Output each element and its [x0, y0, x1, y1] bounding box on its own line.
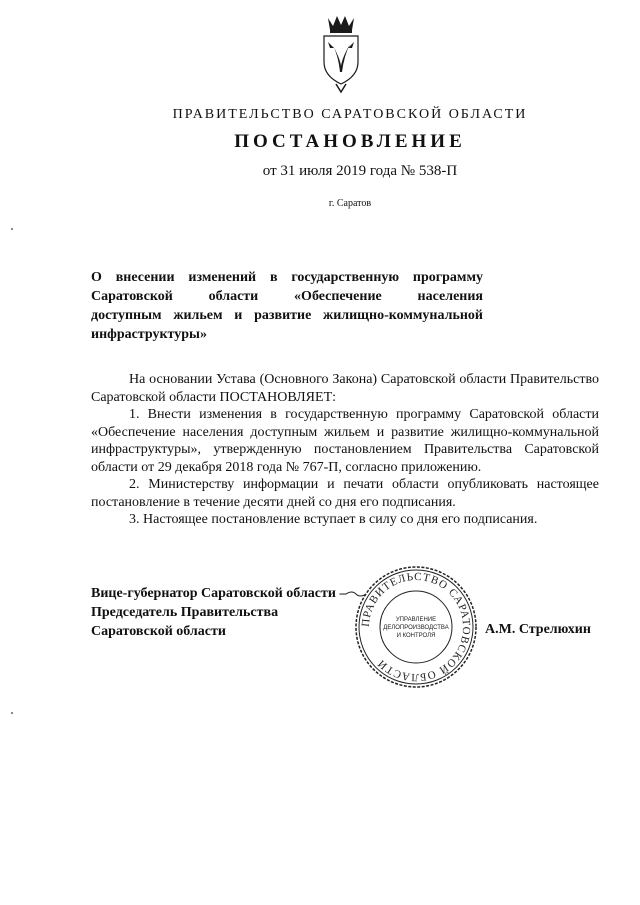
stamp-center-line: УПРАВЛЕНИЕ — [395, 617, 437, 623]
signature-position — [91, 584, 371, 641]
body-paragraph-preamble: На основании Устава (Основного Закона) Саратовской области Правительство Саратовской области ПОСТАНОВЛЯЕТ: — [91, 372, 599, 405]
official-stamp — [354, 565, 478, 689]
stamp-ring-text: ПРАВИТЕЛЬСТВО САРАТОВСКОЙ ОБЛАСТИ — [359, 570, 473, 684]
scan-margin-mark — [11, 712, 13, 714]
document-city: г. Саратов — [328, 198, 372, 209]
subject-line: Саратовской области «Обеспечение населения — [91, 289, 483, 304]
subject-line: инфраструктуры» — [91, 327, 207, 342]
scan-margin-mark — [11, 228, 13, 230]
document-date-number: от 31 июля 2019 года № 538-П — [262, 163, 458, 179]
document-type: ПОСТАНОВЛЕНИЕ — [234, 131, 466, 152]
signer-name: А.М. Стрелюхин — [485, 622, 591, 637]
subject-line: доступным жильем и развитие жилищно-коммунальной — [91, 308, 483, 323]
signature-position-line: Саратовской области — [91, 624, 226, 639]
body-paragraph-item-2: 2. Министерству информации и печати области опубликовать настоящее постановление в течение десяти дней со дня его подписания. — [91, 477, 599, 510]
document-subject — [91, 268, 483, 344]
organization-name: ПРАВИТЕЛЬСТВО САРАТОВСКОЙ ОБЛАСТИ — [172, 107, 528, 122]
saratov-coat-of-arms-icon — [318, 14, 364, 96]
stamp-center-line: И КОНТРОЛЯ — [396, 633, 436, 639]
subject-line: О внесении изменений в государственную программу — [91, 270, 483, 285]
signature-position-line: Председатель Правительства — [91, 605, 279, 620]
stamp-center-line: ДЕЛОПРОИЗВОДСТВА — [383, 625, 449, 631]
body-paragraph-item-3: 3. Настоящее постановление вступает в силу со дня его подписания. — [129, 512, 538, 527]
body-paragraph-item-1: 1. Внести изменения в государственную программу Саратовской области «Обеспечение населения доступным жильем и развитие жилищно-коммунальной инфраструктуры», утвержденную постановлением Правительства Саратовской области от 29 декабря 2018 года № 767-П, согласно приложению. — [91, 407, 599, 475]
signature-position-line: Вице-губернатор Саратовской области – — [91, 586, 347, 601]
document-body — [91, 371, 599, 529]
